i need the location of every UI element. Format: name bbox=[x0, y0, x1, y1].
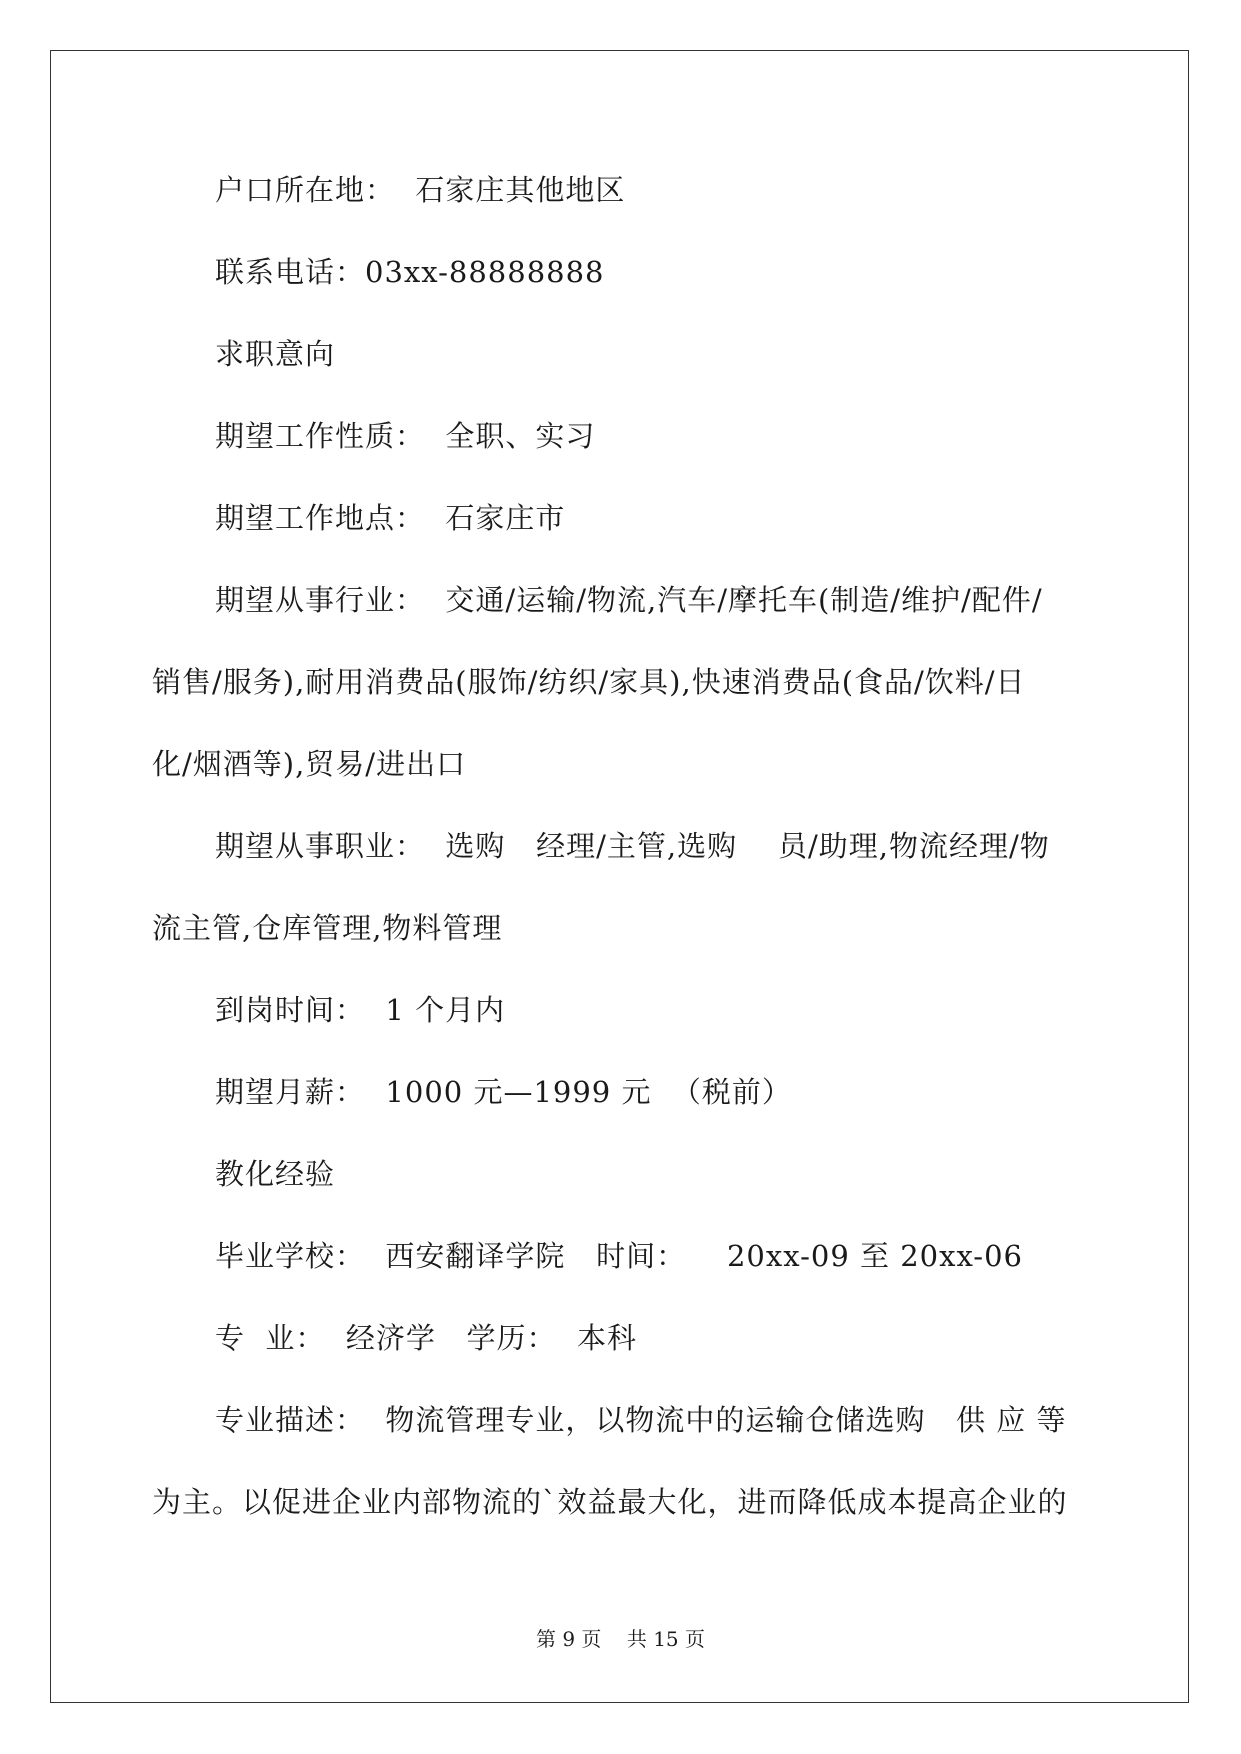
industry-line-3: 化/烟酒等),贸易/进出口 bbox=[152, 747, 467, 781]
major-description-line-2: 为主。以促进企业内部物流的`效益最大化，进而降低成本提高企业的 bbox=[152, 1485, 1068, 1519]
job-nature-line: 期望工作性质： 全职、实习 bbox=[215, 419, 596, 453]
phone-line: 联系电话：03xx-88888888 bbox=[215, 255, 605, 289]
hukou-line: 户口所在地： 石家庄其他地区 bbox=[215, 173, 626, 207]
school-line: 毕业学校： 西安翻译学院 时间： 20xx-09 至 20xx-06 bbox=[215, 1239, 1024, 1273]
page-border bbox=[50, 50, 1189, 1703]
industry-line-1: 期望从事行业： 交通/运输/物流,汽车/摩托车(制造/维护/配件/ bbox=[215, 583, 1043, 617]
occupation-line-1: 期望从事职业： 选购 经理/主管,选购 员/助理,物流经理/物 bbox=[215, 829, 1050, 863]
job-intention-heading: 求职意向 bbox=[215, 337, 336, 371]
major-line: 专 业： 经济学 学历： 本科 bbox=[215, 1321, 637, 1355]
industry-line-2: 销售/服务),耐用消费品(服饰/纺织/家具),快速消费品(食品/饮料/日 bbox=[152, 665, 1026, 699]
salary-line: 期望月薪： 1000 元—1999 元 （税前） bbox=[215, 1075, 792, 1109]
page-footer: 第 9 页 共 15 页 bbox=[535, 1627, 706, 1651]
job-location-line: 期望工作地点： 石家庄市 bbox=[215, 501, 566, 535]
education-heading: 教化经验 bbox=[215, 1157, 336, 1191]
major-description-line-1: 专业描述： 物流管理专业，以物流中的运输仓储选购 供 应 等 bbox=[215, 1403, 1067, 1437]
occupation-line-2: 流主管,仓库管理,物料管理 bbox=[152, 911, 503, 945]
arrival-time-line: 到岗时间： 1 个月内 bbox=[215, 993, 506, 1027]
